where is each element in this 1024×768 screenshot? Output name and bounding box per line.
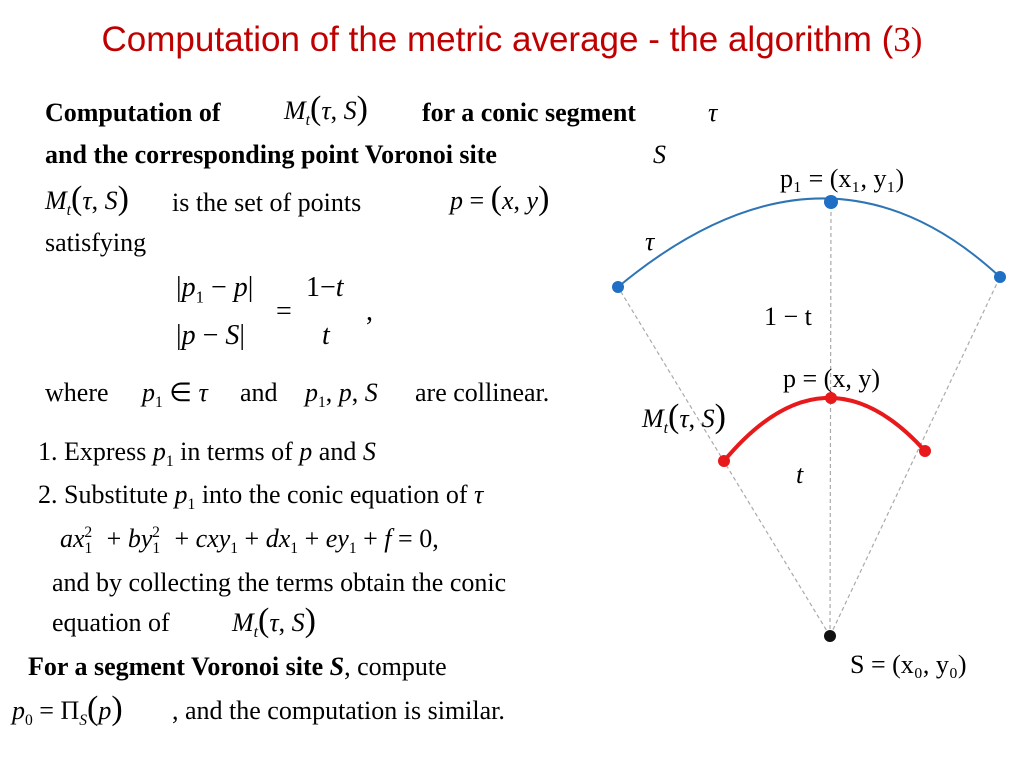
formula-p1-in-tau: $p_1$ ∈ τ — [142, 378, 208, 412]
and-label: and — [240, 378, 278, 407]
M-endpoint-left — [718, 455, 730, 467]
S-symbol-1: S — [653, 140, 666, 169]
step2: 2. Substitute $p_1$ into the conic equation of τ — [38, 480, 484, 514]
is-set-label: is the set of points — [172, 188, 362, 217]
title-prefix: Computation of the metric average - the algorithm ( — [101, 20, 894, 59]
frac-den-left: |p − S| — [176, 320, 246, 351]
collect-line-1: and by collecting the terms obtain the conic — [52, 568, 507, 597]
frac-den-right: t — [322, 320, 330, 351]
label-S: S = (x₀, y₀) — [850, 650, 967, 679]
frac-comma: , — [366, 296, 373, 327]
label-t: t — [796, 460, 804, 489]
formula-Mt-3: $M_t(\tau$, S) — [232, 602, 316, 642]
segment-site-line: For a segment Voronoi site S, compute — [28, 652, 447, 681]
where-label: where — [45, 378, 109, 407]
formula-Mt-2: $M_t(\tau$, S) — [45, 180, 129, 220]
title-number: 3 — [893, 20, 911, 59]
label-Mt: $M_t(\tau$, S) — [642, 398, 726, 438]
tau-endpoint-left — [612, 281, 624, 293]
M-endpoint-right — [919, 445, 931, 457]
metric-average-curve — [724, 398, 925, 461]
comp-of-label: Computation of — [45, 98, 221, 127]
and-corresponding-label: and the corresponding point Voronoi site — [45, 140, 497, 169]
label-tau: τ — [645, 227, 655, 256]
conic-equation: $ax_1^2 + by_1^2 + cxy_1 + dx_1 + ey_1 + f = 0$, — [60, 524, 439, 558]
frac-num-right: 1−t — [306, 272, 344, 303]
point-p1 — [824, 195, 838, 209]
frac-num-left: $|p_1 - p|$ — [176, 272, 254, 307]
collinear-label: are collinear. — [415, 378, 550, 407]
formula-p0: $p_0 = \Pi_S(p)$ — [12, 690, 123, 730]
similar-label: , and the computation is similar. — [172, 696, 505, 725]
conic-segment-tau — [618, 198, 1000, 287]
ray-right — [830, 277, 1000, 636]
ray-middle — [830, 202, 831, 636]
satisfying-label: satisfying — [45, 228, 147, 257]
tau-symbol-1: τ — [708, 98, 718, 127]
formula-p1-p-S: $p_1$, p, S — [305, 378, 378, 412]
collect-line-2: equation of — [52, 608, 170, 637]
label-p1: p₁ = (x₁, y₁) — [780, 164, 905, 193]
site-S-point — [824, 630, 836, 642]
tau-endpoint-right — [994, 271, 1006, 283]
for-conic-label: for a conic segment — [422, 98, 636, 127]
step1: 1. Express $p_1$ in terms of p and S — [38, 437, 376, 471]
frac-equals: = — [276, 296, 292, 327]
formula-p-xy: p = (x, y) — [450, 180, 550, 217]
formula-Mt-1: $M_t(\tau$, S) — [284, 90, 368, 130]
label-p: p = (x, y) — [783, 364, 880, 393]
label-one-minus-t: 1 − t — [764, 302, 812, 331]
title-close: ) — [910, 20, 923, 59]
